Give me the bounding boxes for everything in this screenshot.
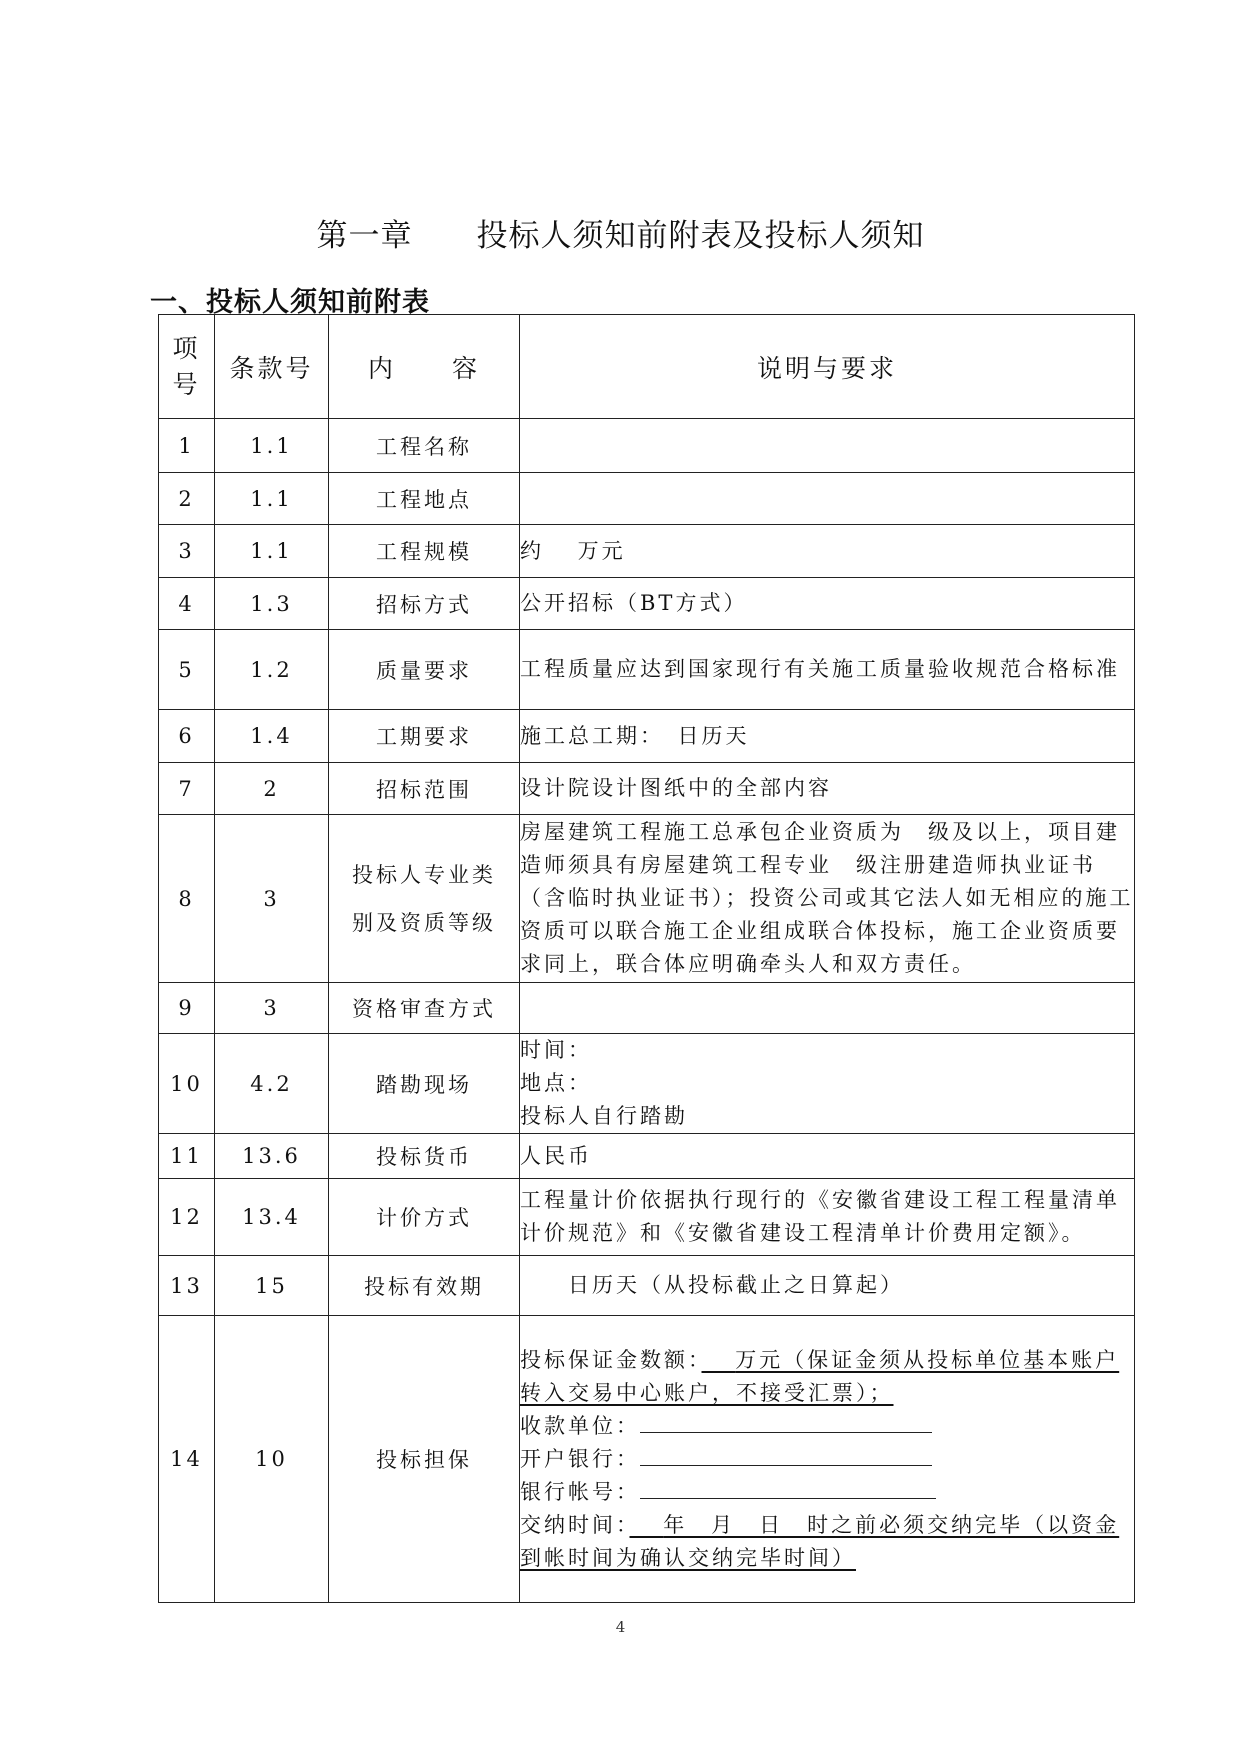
chapter-name: 投标人须知前附表及投标人须知 [476, 218, 925, 254]
row-description: 日历天（从投标截止之日算起） [520, 1256, 1135, 1316]
row-description [520, 473, 1135, 525]
row-no: 9 [159, 983, 215, 1034]
table-row [159, 1134, 1135, 1179]
row-description: 公开招标（BT方式） [520, 578, 1135, 630]
payment-time-line [520, 1509, 1134, 1575]
row-no: 8 [159, 815, 215, 983]
row-content [329, 815, 520, 983]
row-no: 13 [159, 1256, 215, 1316]
row-description: 人民币 [520, 1134, 1135, 1179]
header-clause: 条款号 [215, 315, 329, 419]
row-description [520, 983, 1135, 1034]
row-clause: 15 [215, 1256, 329, 1316]
row-content: 投标有效期 [329, 1256, 520, 1316]
table-header-row [159, 315, 1135, 419]
row-clause: 1.1 [215, 525, 329, 578]
row-no: 2 [159, 473, 215, 525]
section-title: 一、投标人须知前附表 [150, 287, 430, 318]
row-description: 工程量计价依据执行现行的《安徽省建设工程工程量清单计价规范》和《安徽省建设工程清单计价费用定额》。 [520, 1179, 1135, 1256]
row-description: 工程质量应达到国家现行有关施工质量验收规范合格标准 [520, 630, 1135, 710]
row-content: 招标范围 [329, 763, 520, 815]
row-no: 14 [159, 1316, 215, 1603]
row-content: 工程名称 [329, 419, 520, 473]
row-description: 约 万元 [520, 525, 1135, 578]
row-content: 质量要求 [329, 630, 520, 710]
row-clause: 1.1 [215, 419, 329, 473]
row-clause: 1.3 [215, 578, 329, 630]
table-row [159, 815, 1135, 983]
page-number: 4 [615, 1618, 626, 1636]
row-clause: 1.2 [215, 630, 329, 710]
row-content: 踏勘现场 [329, 1034, 520, 1134]
payment-time-label: 交纳时间： [520, 1512, 630, 1537]
site-visit-time: 时间： [520, 1038, 592, 1062]
row-description: 施工总工期： 日历天 [520, 710, 1135, 763]
row-content-line: 投标人专业类 [352, 862, 496, 887]
chapter-number: 第一章 [316, 218, 413, 254]
table-row [159, 1034, 1135, 1134]
row-content: 计价方式 [329, 1179, 520, 1256]
row-content: 工程地点 [329, 473, 520, 525]
row-content: 工期要求 [329, 710, 520, 763]
table-row [159, 983, 1135, 1034]
chapter-title [0, 210, 1241, 255]
site-visit-place: 地点： [520, 1071, 592, 1095]
bank-line [520, 1443, 1134, 1476]
row-content: 投标担保 [329, 1316, 520, 1603]
account-blank [640, 1476, 936, 1499]
row-no: 7 [159, 763, 215, 815]
table-row [159, 525, 1135, 578]
bank-label: 开户银行： [520, 1446, 640, 1471]
table-row [159, 578, 1135, 630]
header-item-no: 项 号 [159, 315, 215, 419]
table-row [159, 630, 1135, 710]
row-clause: 13.4 [215, 1179, 329, 1256]
bank-blank [640, 1443, 932, 1466]
payee-label: 收款单位： [520, 1413, 640, 1438]
row-no: 11 [159, 1134, 215, 1179]
table-row [159, 473, 1135, 525]
row-clause: 4.2 [215, 1034, 329, 1134]
table-row [159, 1316, 1135, 1603]
row-no: 10 [159, 1034, 215, 1134]
row-no: 1 [159, 419, 215, 473]
row-clause: 1.1 [215, 473, 329, 525]
header-content: 内 容 [329, 315, 520, 419]
row-content: 工程规模 [329, 525, 520, 578]
row-no: 5 [159, 630, 215, 710]
row-description: 设计院设计图纸中的全部内容 [520, 763, 1135, 815]
payee-blank [640, 1410, 932, 1433]
table-row [159, 419, 1135, 473]
row-clause: 2 [215, 763, 329, 815]
row-clause: 13.6 [215, 1134, 329, 1179]
table-row [159, 1256, 1135, 1316]
row-content: 招标方式 [329, 578, 520, 630]
payee-line [520, 1410, 1134, 1443]
row-content-line: 别及资质等级 [352, 910, 496, 935]
table-row [159, 710, 1135, 763]
deposit-amount-text: 万元（保证金须从投标单位基本账户转入交易中心账户，不接受汇票）； [520, 1347, 1120, 1405]
row-content: 资格审查方式 [329, 983, 520, 1034]
row-description: 房屋建筑工程施工总承包企业资质为 级及以上，项目建造师须具有房屋建筑工程专业 级注册建造师执业证书（含临时执业证书）；投资公司或其它法人如无相应的施工资质可以联合施工企业组成联合体投标，施工企业资质要求同上，联合体应明确牵头人和双方责任。 [520, 815, 1135, 983]
row-no: 3 [159, 525, 215, 578]
row-clause: 10 [215, 1316, 329, 1603]
row-description [520, 1316, 1135, 1603]
site-visit-note: 投标人自行踏勘 [520, 1104, 688, 1128]
row-clause: 3 [215, 815, 329, 983]
bidder-notice-table [158, 314, 1135, 1603]
table-row [159, 763, 1135, 815]
table-row [159, 1179, 1135, 1256]
account-label: 银行帐号： [520, 1479, 640, 1504]
deposit-amount-line [520, 1344, 1134, 1410]
row-no: 12 [159, 1179, 215, 1256]
account-line [520, 1476, 1134, 1509]
row-clause: 1.4 [215, 710, 329, 763]
row-description [520, 1034, 1135, 1134]
row-content: 投标货币 [329, 1134, 520, 1179]
row-description [520, 419, 1135, 473]
header-description: 说明与要求 [520, 315, 1135, 419]
row-clause: 3 [215, 983, 329, 1034]
deposit-amount-label: 投标保证金数额： [520, 1347, 702, 1372]
row-no: 6 [159, 710, 215, 763]
row-no: 4 [159, 578, 215, 630]
payment-time-text: 年 月 日 时之前必须交纳完毕（以资金到帐时间为确认交纳完毕时间） [520, 1512, 1120, 1570]
